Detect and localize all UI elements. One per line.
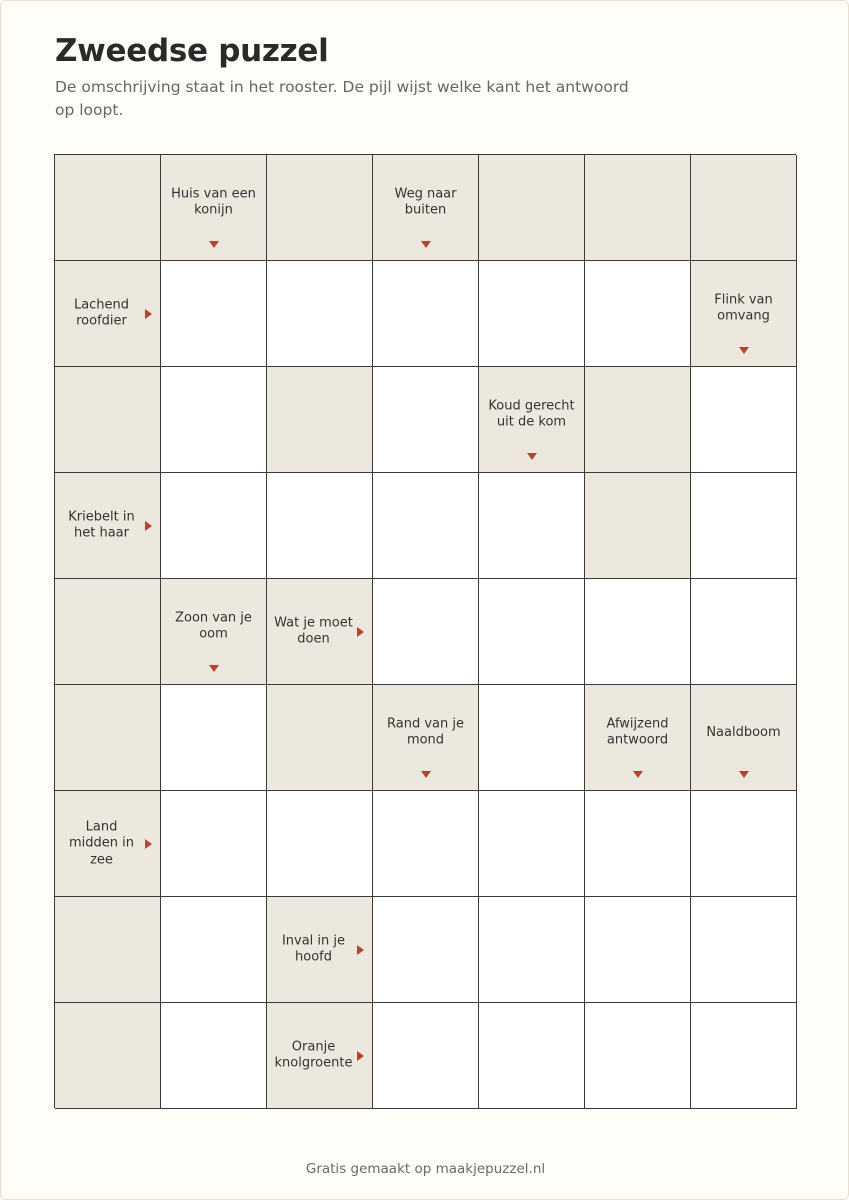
answer-cell[interactable] (479, 685, 585, 791)
blocked-cell (55, 897, 161, 1003)
answer-cell[interactable] (691, 367, 797, 473)
answer-cell[interactable] (479, 791, 585, 897)
answer-cell[interactable] (691, 897, 797, 1003)
instructions: De omschrijving staat in het rooster. De pijl wijst welke kant het antwoord op loopt. (55, 78, 629, 119)
page-title: Zweedse puzzel (55, 33, 329, 69)
answer-cell[interactable] (161, 791, 267, 897)
clue-text: Weg naar buiten (394, 186, 457, 218)
answer-cell[interactable] (161, 1003, 267, 1109)
answer-cell[interactable] (479, 579, 585, 685)
blocked-cell (267, 367, 373, 473)
arrow-down-icon (633, 771, 643, 778)
clue-text: Oranje knolgroente (274, 1039, 353, 1071)
answer-cell[interactable] (691, 579, 797, 685)
clue-cell (55, 791, 161, 897)
clue-text: Koud gerecht uit de kom (488, 398, 575, 430)
arrow-down-icon (421, 771, 431, 778)
clue-cell (691, 261, 797, 367)
answer-cell[interactable] (161, 367, 267, 473)
answer-cell[interactable] (267, 261, 373, 367)
answer-cell[interactable] (585, 261, 691, 367)
clue-cell (267, 897, 373, 1003)
answer-cell[interactable] (373, 473, 479, 579)
arrow-down-icon (527, 453, 537, 460)
answer-cell[interactable] (161, 473, 267, 579)
clue-cell (691, 685, 797, 791)
clue-cell (267, 579, 373, 685)
answer-cell[interactable] (479, 261, 585, 367)
arrow-right-icon (357, 945, 364, 955)
blocked-cell (585, 473, 691, 579)
answer-cell[interactable] (373, 897, 479, 1003)
answer-cell[interactable] (373, 367, 479, 473)
clue-text: Wat je moet doen (274, 615, 353, 647)
blocked-cell (55, 1003, 161, 1109)
answer-cell[interactable] (373, 261, 479, 367)
blocked-cell (479, 155, 585, 261)
blocked-cell (691, 155, 797, 261)
clue-text: Kriebelt in het haar (68, 509, 135, 541)
blocked-cell (267, 685, 373, 791)
blocked-cell (585, 367, 691, 473)
arrow-down-icon (421, 241, 431, 248)
blocked-cell (267, 155, 373, 261)
answer-cell[interactable] (585, 791, 691, 897)
answer-cell[interactable] (479, 897, 585, 1003)
answer-cell[interactable] (373, 579, 479, 685)
clue-cell (373, 685, 479, 791)
answer-cell[interactable] (585, 897, 691, 1003)
blocked-cell (55, 685, 161, 791)
answer-cell[interactable] (373, 791, 479, 897)
answer-cell[interactable] (691, 473, 797, 579)
clue-cell (55, 473, 161, 579)
answer-cell[interactable] (479, 473, 585, 579)
clue-text: Zoon van je oom (175, 610, 252, 642)
clue-cell (267, 1003, 373, 1109)
arrow-right-icon (145, 521, 152, 531)
arrow-right-icon (357, 1051, 364, 1061)
clue-cell (373, 155, 479, 261)
clue-text: Huis van een konijn (171, 186, 256, 218)
blocked-cell (55, 579, 161, 685)
blocked-cell (55, 155, 161, 261)
answer-cell[interactable] (373, 1003, 479, 1109)
blocked-cell (55, 367, 161, 473)
answer-cell[interactable] (585, 1003, 691, 1109)
answer-cell[interactable] (267, 473, 373, 579)
answer-cell[interactable] (161, 261, 267, 367)
arrow-down-icon (739, 771, 749, 778)
blocked-cell (585, 155, 691, 261)
arrow-down-icon (739, 347, 749, 354)
clue-text: Naaldboom (706, 724, 781, 740)
clue-text: Inval in je hoofd (281, 933, 346, 965)
clue-text: Land midden in zee (69, 818, 134, 867)
clue-text: Afwijzend antwoord (606, 716, 669, 748)
footer-credit: Gratis gemaakt op maakjepuzzel.nl (305, 1161, 546, 1177)
arrow-down-icon (209, 665, 219, 672)
arrow-right-icon (357, 627, 364, 637)
arrow-down-icon (209, 241, 219, 248)
answer-cell[interactable] (479, 1003, 585, 1109)
clue-cell (161, 155, 267, 261)
answer-cell[interactable] (585, 579, 691, 685)
clue-text: Rand van je mond (387, 716, 464, 748)
clue-text: Lachend roofdier (73, 297, 130, 329)
answer-cell[interactable] (267, 791, 373, 897)
answer-cell[interactable] (691, 1003, 797, 1109)
arrow-right-icon (145, 309, 152, 319)
crossword-grid (54, 154, 796, 1108)
clue-cell (479, 367, 585, 473)
arrow-right-icon (145, 839, 152, 849)
clue-cell (161, 579, 267, 685)
clue-text: Flink van omvang (714, 292, 773, 324)
answer-cell[interactable] (161, 685, 267, 791)
answer-cell[interactable] (691, 791, 797, 897)
clue-cell (585, 685, 691, 791)
answer-cell[interactable] (161, 897, 267, 1003)
clue-cell (55, 261, 161, 367)
